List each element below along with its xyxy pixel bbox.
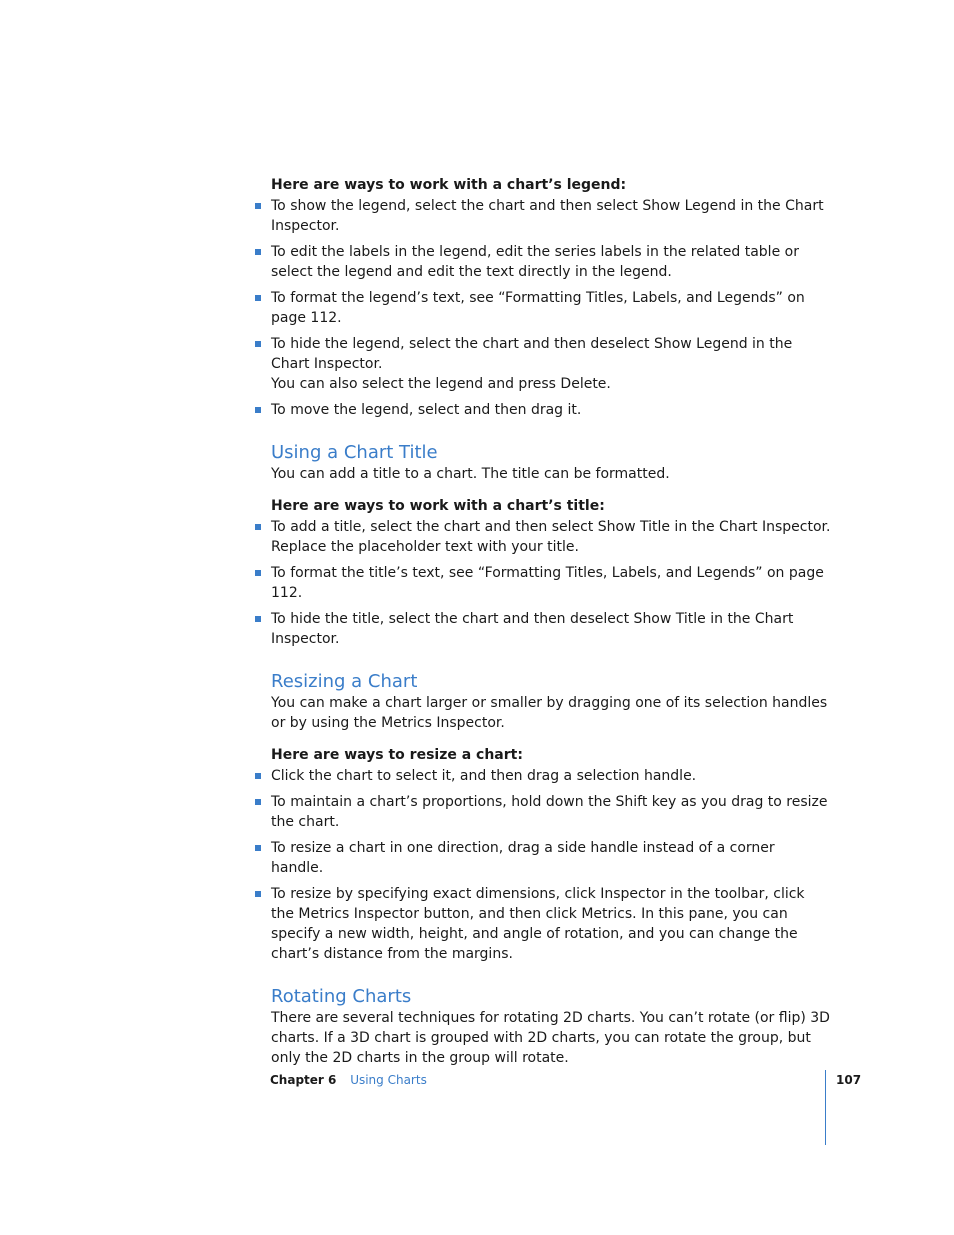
square-bullet-icon xyxy=(255,203,261,209)
section-heading: Resizing a Chart xyxy=(271,671,418,692)
list-item: To hide the title, select the chart and then deselect Show Title in the Chart Inspector. xyxy=(271,609,831,649)
section-body: You can add a title to a chart. The title can be formatted. xyxy=(271,466,670,482)
square-bullet-icon xyxy=(255,524,261,530)
square-bullet-icon xyxy=(255,891,261,897)
chart-title-list xyxy=(271,517,831,649)
list-item: To edit the labels in the legend, edit the series labels in the related table or select the legend and edit the text directly in the legend. xyxy=(271,242,831,282)
list-item: To add a title, select the chart and then select Show Title in the Chart Inspector. Replace the placeholder text with your title. xyxy=(271,517,831,557)
square-bullet-icon xyxy=(255,799,261,805)
list-item: To format the legend’s text, see “Formatting Titles, Labels, and Legends” on page 112. xyxy=(271,288,831,328)
list-item: To format the title’s text, see “Formatting Titles, Labels, and Legends” on page 112. xyxy=(271,563,831,603)
square-bullet-icon xyxy=(255,295,261,301)
resizing-section xyxy=(271,671,831,964)
chapter-title-link[interactable]: Using Charts xyxy=(350,1073,427,1087)
list-item: Click the chart to select it, and then drag a selection handle. xyxy=(271,766,831,786)
square-bullet-icon xyxy=(255,407,261,413)
square-bullet-icon xyxy=(255,249,261,255)
chart-title-section xyxy=(271,442,831,649)
square-bullet-icon xyxy=(255,570,261,576)
section-heading: Using a Chart Title xyxy=(271,442,438,463)
section-body: You can make a chart larger or smaller by dragging one of its selection handles or by using the Metrics Inspector. xyxy=(271,695,828,731)
resizing-intro: Here are ways to resize a chart: xyxy=(271,747,523,763)
list-item: To hide the legend, select the chart and then deselect Show Legend in the Chart Inspector. You can also select the legend and press Delete. xyxy=(271,334,831,394)
resizing-list xyxy=(271,766,831,964)
list-item: To resize a chart in one direction, drag a side handle instead of a corner handle. xyxy=(271,838,831,878)
chapter-label: Chapter 6 xyxy=(270,1073,337,1087)
legend-delete-note: You can also select the legend and press Delete. xyxy=(271,376,611,392)
legend-list xyxy=(271,196,831,420)
list-item: To maintain a chart’s proportions, hold down the Shift key as you drag to resize the chart. xyxy=(271,792,831,832)
legend-section xyxy=(271,175,831,420)
legend-intro: Here are ways to work with a chart’s legend: xyxy=(271,177,627,193)
section-heading: Rotating Charts xyxy=(271,986,412,1007)
page-number: 107 xyxy=(836,1073,862,1087)
section-body: There are several techniques for rotating 2D charts. You can’t rotate (or flip) 3D charts. If a 3D chart is grouped with 2D charts, you can rotate the group, but only the 2D charts in the group will rotate. xyxy=(271,1010,830,1066)
list-item: To move the legend, select and then drag it. xyxy=(271,400,831,420)
footer-divider xyxy=(825,1070,826,1145)
chart-title-intro: Here are ways to work with a chart’s title: xyxy=(271,498,605,514)
rotating-section xyxy=(271,986,831,1068)
square-bullet-icon xyxy=(255,341,261,347)
square-bullet-icon xyxy=(255,845,261,851)
list-item: To resize by specifying exact dimensions, click Inspector in the toolbar, click the Metrics Inspector button, and then click Metrics. In this pane, you can specify a new width, height, and angle of rotation, and you can change the chart’s distance from the margins. xyxy=(271,884,831,964)
square-bullet-icon xyxy=(255,616,261,622)
page-footer xyxy=(270,1072,427,1088)
page-content xyxy=(271,163,831,1068)
square-bullet-icon xyxy=(255,773,261,779)
list-item: To show the legend, select the chart and then select Show Legend in the Chart Inspector. xyxy=(271,196,831,236)
